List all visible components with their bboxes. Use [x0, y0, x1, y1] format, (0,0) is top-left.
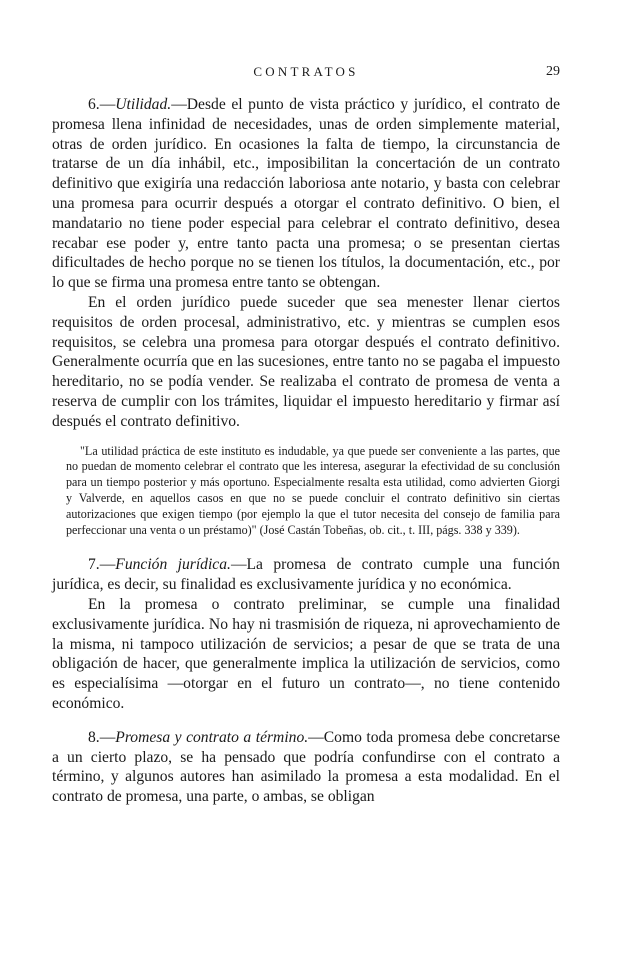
running-head — [52, 64, 560, 84]
section-8-heading: Promesa y contrato a término. — [115, 728, 309, 746]
section-7-heading: Función jurídica. — [115, 556, 231, 574]
page-number: 29 — [546, 64, 560, 79]
castan-quote: "La utilidad práctica de este instituto es indudable, ya que puede ser conveniente a las partes, que no puedan de momento celebrar el contrato que les interesa, asegurar la efectividad de su conclusión para un tiempo posterior y más oportuno. Especialmente resalta esta utilidad, como advierten Giorgi y Valverde, en aquellos casos en que no se puede concluir el contrato definitivo sin ciertas autorizaciones que exigen tiempo (por ejemplo la que el tutor necesita del consejo de familia para perfeccionar una venta o un préstamo)" (José Castán Tobeñas, ob. cit., t. III, págs. 338 y 339). — [66, 443, 560, 537]
section-7-paragraph-1 — [52, 555, 560, 595]
section-8-paragraph-1 — [52, 728, 560, 807]
section-8-text-1: Como toda promesa debe concretarse a un cierto plazo, se ha pensado que podría confundirse con el contrato a término, y algunos autores han asimilado la promesa a esta modalidad. En el contrato de promesa, una parte, o ambas, se obligan — [52, 728, 560, 806]
section-7-text-1: La promesa de contrato cumple una función jurídica, es decir, su finalidad es exclusivamente jurídica y no económica. — [52, 556, 560, 594]
section-6-dash: — — [171, 96, 187, 113]
section-7-number: 7.— — [88, 556, 116, 574]
section-7-paragraph-2: En la promesa o contrato preliminar, se cumple una finalidad exclusivamente jurídica. No hay ni trasmisión de riqueza, ni aprovechamiento de la misma, ni tampoco utilización de servicios; a pesar de que se trata de una obligación de hacer, que generalmente implica la utilización de servicios, como es especialísima —otorgar en el futuro un contrato—, no tiene contenido económico. — [52, 595, 560, 712]
section-6-number: 6.— — [88, 96, 116, 113]
running-title: CONTRATOS — [253, 64, 359, 79]
page-body — [52, 95, 560, 807]
section-8-dash: — — [308, 728, 324, 746]
section-6-paragraph-1 — [52, 95, 560, 293]
section-6-text-1: Desde el punto de vista práctico y jurídico, el contrato de promesa llena infinidad de necesidades, unas de orden simplemente material, otras de orden jurídico. En ocasiones la falta de tiempo, la circunstancia de tratarse de un día inhábil, etc., imposibilitan la concertación de un contrato definitivo que exigiría una redacción laboriosa ante notario, y basta con celebrar una promesa para ocurrir después a otorgar el contrato definitivo. O bien, el mandatario no tiene poder especial para celebrar el contrato definitivo, desea recabar ese poder y, entre tanto pacta una promesa; o se presentan ciertas dificultades de hecho porque no se tienen los títulos, la documentación, etc., por lo que se firma una promesa entre tanto se obtengan. — [52, 96, 560, 292]
section-6-heading: Utilidad. — [115, 96, 172, 113]
section-6-paragraph-2: En el orden jurídico puede suceder que sea menester llenar ciertos requisitos de orden procesal, administrativo, etc. y mientras se cumplen esos requisitos, se celebra una promesa para otorgar después el contrato definitivo. Generalmente ocurría que en las sucesiones, entre tanto no se pagaba el impuesto hereditario, no se podía vender. Se realizaba el contrato de promesa de venta a reserva de cumplir con los trámites, liquidar el impuesto hereditario y firmar así después el contrato definitivo. — [52, 293, 560, 430]
section-7-dash: — — [230, 556, 247, 574]
section-8-number: 8.— — [88, 728, 116, 746]
